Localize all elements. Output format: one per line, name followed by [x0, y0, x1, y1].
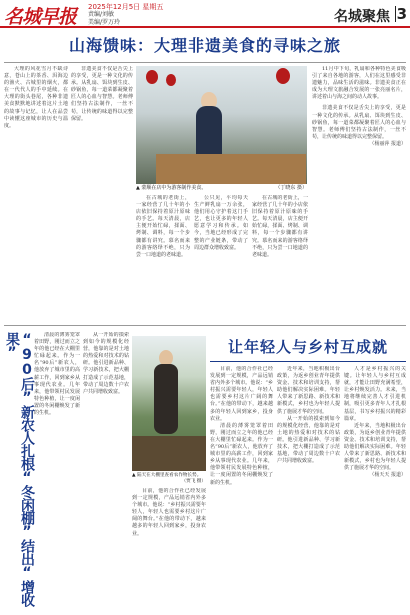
- vertical-headline-line-2: 扎根“冬闲棚”: [19, 444, 35, 539]
- article2-text-5: 清晨的薄雾笼罩着田野，刚过而立之年的他已经在大棚里忙碌起来。作为一名“90后”新农人，他放弃了城市里的高薪工作，回到家乡从事现代农业。几年来，他带领村民发展特色种植，让一度闲置的冬闲棚焕发了新的生机。: [210, 422, 273, 486]
- article2-text-4: 目前，他的合作社已经发展到一定规模，产品远销省内外多个城市。他说：“乡村振兴需要年轻人，年轻人也需要乡村这片广阔的舞台。”在他的带动下，越来越多的年轻人回到家乡，投身农业。: [210, 366, 273, 422]
- article1-column-6: [312, 66, 406, 322]
- article1-column-5: [252, 195, 308, 323]
- issue-date: 2025年12月5日 星期五: [88, 3, 164, 11]
- vertical-headline-text: [4, 332, 34, 610]
- article1-headline: 山海馈味：大理非遗美食的寻味之旅: [68, 36, 341, 55]
- article2-headline-rule: [210, 361, 406, 362]
- page-number: 3: [396, 5, 407, 23]
- article2-column-6: [344, 366, 406, 610]
- article2-text-3: 目前，他的合作社已经发展到一定规模，产品远销省内外多个城市。他说：“乡村振兴需要年轻人，年轻人也需要乡村这片广阔的舞台。”在他的带动下，越来越多的年轻人回到家乡，投身农业。: [132, 488, 206, 537]
- photo-table: [156, 154, 306, 184]
- article1-text-6: 11月中下旬，乳扇和各种特色美食吸引了来自各地的游客，人们在这里感受非遗魅力，品味生活的滋味。非遗美食正在成为大理文旅融合发展的一张亮丽名片，讲述着山与海之间的动人故事。: [312, 66, 406, 101]
- article2-vertical-headline: [4, 332, 35, 610]
- article1-text-2: 非遗美食不仅是舌尖上的享受，更是一种文化的传承。从乳扇、饵块到生皮、砂锅鱼，每一道菜都凝聚着匠人的心血与智慧。老师傅们坚持古法制作，一丝不苟，让传统的味道得以完整保留。: [71, 66, 133, 122]
- article2-column-1: [34, 332, 80, 610]
- article2-headline: 让年轻人与乡村互成就: [227, 338, 388, 356]
- article2-column-3: [132, 488, 206, 610]
- article2-column-4: [210, 366, 273, 610]
- headline-rule: [4, 62, 406, 63]
- article2-text-7: 从一开始的摸索到如今的规模化经营，他靠的是对土地的热爱和对技术的钻研。他引进新品种、学习新技术，把大棚打造成了示范基地，带动了周边数十户农户共同增收致富。: [277, 415, 340, 465]
- article1-column-2: [71, 66, 133, 322]
- lantern-decoration: [276, 68, 290, 84]
- article1-column-1: [4, 66, 68, 322]
- article1-text-3: 在古城的老街上，一家经营了几十年的小店依旧保持着原汁原味的手艺。每天清晨，店主便开始忙碌，揉面、烤制、调料，每一个步骤都有讲究。慕名而来的游客络绎不绝，只为尝一口地道的老味道。: [136, 195, 190, 258]
- article2-text-8: 人才是乡村振兴的关键。让年轻人与乡村互成就，才能让田野充满希望，让乡村焕发活力。未来，当地将继续完善人才引进机制，吸引更多青年人才扎根基层，书写乡村振兴的精彩篇章。: [344, 366, 406, 422]
- article1-text-7: 非遗美食不仅是舌尖上的享受，更是一种文化的传承。从乳扇、饵块到生皮、砂锅鱼，每一道菜都凝聚着匠人的心血与智慧。老师傅们坚持古法制作，一丝不苟，让传统的味道得以完整保留。: [312, 105, 406, 140]
- article1-text-1: 大理的风花雪月不缺诗意，苍山上的茶香、洱海边的渔火、古城里的烟火，都在一代代人的手中延续。在大理的街头巷尾，各种非遗美食默默地讲述着这片土地的故事与记忆，让人在品尝中读懂这座城市的历史与温度。: [4, 66, 68, 129]
- article2-column-5: [277, 366, 340, 610]
- article2-text-6: 近年来，当地积极出台政策，为返乡创业青年提供资金、技术和培训支持，帮助他们解决实际困难。年轻人带来了新思路、新技术和新模式，乡村也为年轻人提供了施展才华的空间。: [277, 366, 340, 415]
- article2-column-2: [83, 332, 129, 610]
- section-name: 名城聚焦: [334, 9, 390, 25]
- article1-photo: [136, 66, 307, 184]
- vertical-headline-line-3: 结出“增收果”: [4, 332, 35, 606]
- article2-text-1: 清晨的薄雾笼罩着田野，刚过而立之年的他已经在大棚里忙碌起来。作为一名“90后”新农人，他放弃了城市里的高薪工作，回到家乡从事现代农业。几年来，他带领村民发展特色种植，让一度闲置的冬闲棚焕发了新的生机。: [34, 332, 80, 417]
- designer-credit: 美编/罗万玲: [88, 19, 121, 26]
- photo-caption-text: ▲ 蒙顺在店中为游客制作美食。: [136, 185, 207, 191]
- article2-text-2: 从一开始的摸索到如今的规模化经营，他靠的是对土地的热爱和对技术的钻研。他引进新品种、学习新技术，把大棚打造成了示范基地，带动了周边数十户农户共同增收致富。: [83, 332, 129, 395]
- photo-subject: [154, 364, 178, 434]
- issue-meta: [88, 3, 163, 27]
- article1-text-5: 在古城的老街上，一家经营了几十年的小店依旧保持着原汁原味的手艺。每天清晨，店主便开始忙碌，揉面、烤制、调料，每一个步骤都有讲究。慕名而来的游客络绎不绝，只为尝一口地道的老味道。: [252, 195, 308, 258]
- photo-credit: （丁晓东 摄）: [275, 185, 307, 191]
- newspaper-logo: 名城早报: [4, 6, 77, 28]
- article1-text-4: 公只见，平均每天生产鲜乳扇一万余张，他们用心守护着这门手艺，也让更多的年轻人愿意学习和传承。如今，当地已经形成了完整的产业链条，带动了周边群众增收致富。: [194, 195, 248, 251]
- photo-caption-text: ▲ 陆天在大棚里查看农作物长势。: [132, 473, 202, 478]
- vertical-headline-line-1: “90后”新农人: [19, 332, 35, 444]
- photo-credit: （贾飞 摄）: [181, 479, 206, 485]
- article-divider: [4, 325, 406, 326]
- lantern-decoration: [166, 74, 176, 86]
- article2-photo-caption: [132, 473, 206, 486]
- article1-column-3: [136, 195, 190, 323]
- article1-endmark: （杨丽萍 报道）: [369, 140, 406, 147]
- article2-photo: [132, 336, 206, 471]
- lantern-decoration: [146, 70, 158, 84]
- article1-column-4: [194, 195, 248, 323]
- article2-endmark: （杨天天 报道）: [369, 472, 406, 479]
- article2-text-9: 近年来，当地积极出台政策，为返乡创业青年提供资金、技术和培训支持，帮助他们解决实际困难。年轻人带来了新思路、新技术和新模式，乡村也为年轻人提供了施展才华的空间。: [344, 422, 406, 472]
- masthead: [0, 0, 410, 28]
- editor-credit: 责编/刘敏: [88, 11, 115, 18]
- photo-soil: [132, 436, 206, 471]
